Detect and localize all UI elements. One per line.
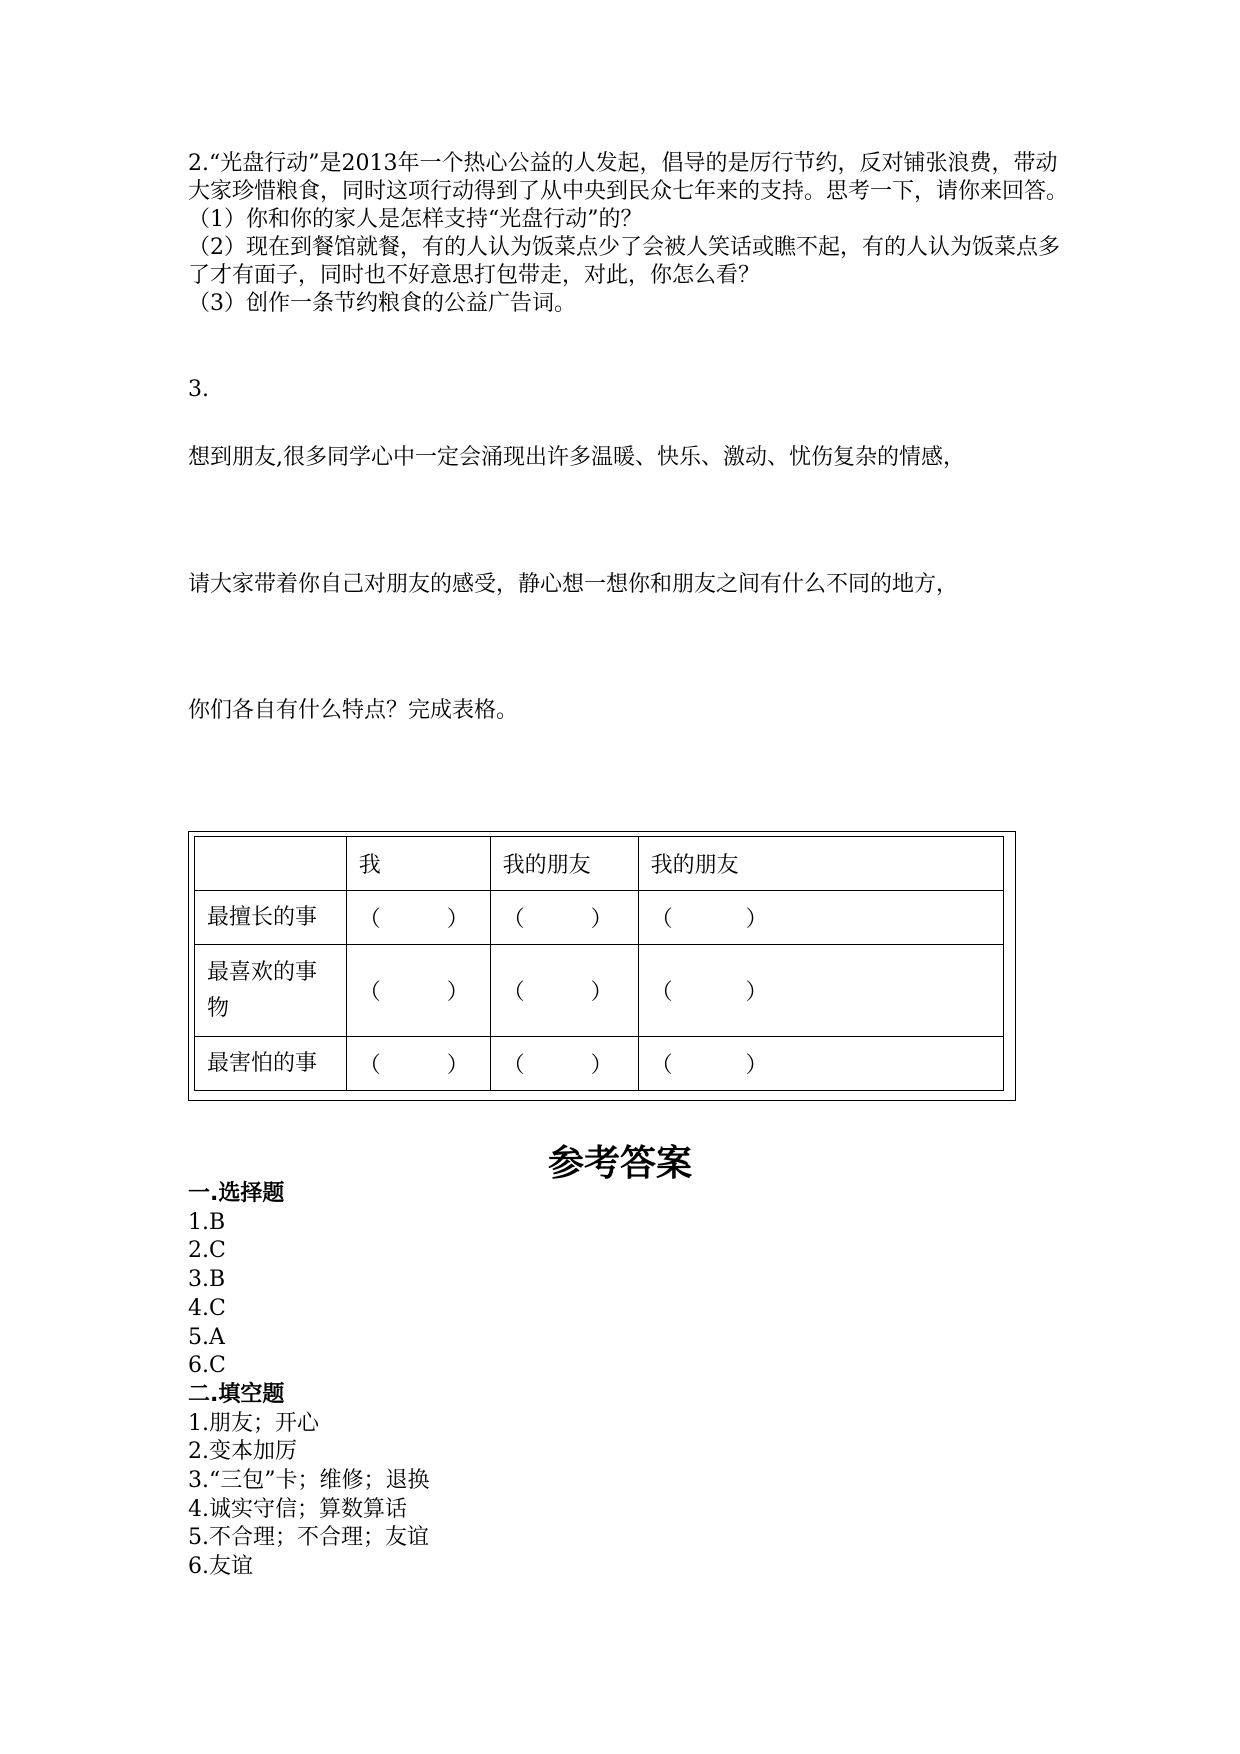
table-row (195, 945, 1004, 1037)
friend-comparison-table-frame (188, 831, 1016, 1101)
question-3-line1: 想到朋友,很多同学心中一定会涌现出许多温暖、快乐、激动、忧伤复杂的情感， (188, 445, 965, 470)
table-header-cell: 我的朋友 (490, 837, 638, 891)
answer-blank[interactable]: （ ） (638, 945, 1003, 1037)
answer-blank[interactable]: （ ） (346, 945, 490, 1037)
answer-item: 4.C (188, 1295, 226, 1321)
answer-item: 2.C (188, 1238, 226, 1264)
answer-item: 2.变本加厉 (188, 1439, 297, 1465)
table-row (195, 891, 1004, 945)
answer-item: 4.诚实守信；算数算话 (188, 1496, 407, 1522)
answer-blank[interactable]: （ ） (490, 1037, 638, 1091)
friend-comparison-table (194, 836, 1004, 1091)
row-label: 最喜欢的事物 (195, 945, 347, 1037)
table-header-cell: 我的朋友 (638, 837, 1003, 891)
answer-blank[interactable]: （ ） (490, 891, 638, 945)
answer-item: 6.C (188, 1353, 226, 1379)
table-header-cell (195, 837, 347, 891)
answer-item: 6.友谊 (188, 1554, 253, 1580)
answer-key (188, 1180, 430, 1582)
answer-key-title: 参考答案 (547, 1143, 692, 1184)
table-row (195, 1037, 1004, 1091)
answer-item: 5.不合理；不合理；友谊 (188, 1525, 429, 1551)
question-2-sub1: （1）你和你的家人是怎样支持“光盘行动”的？ (188, 207, 643, 232)
question-2 (188, 150, 1068, 318)
question-2-intro: 2.“光盘行动”是2013年一个热心公益的人发起，倡导的是厉行节约，反对铺张浪费，带动大家珍惜粮食，同时这项行动得到了从中央到民众七年来的支持。思考一下，请你来回答。 (188, 151, 1069, 204)
answer-blank[interactable]: （ ） (346, 891, 490, 945)
row-label: 最害怕的事 (195, 1037, 347, 1091)
answer-blank[interactable]: （ ） (346, 1037, 490, 1091)
answer-item: 1.朋友；开心 (188, 1410, 319, 1436)
section-heading-fill: 二.填空题 (188, 1381, 285, 1407)
answer-item: 1.B (188, 1209, 226, 1235)
table-header-row (195, 837, 1004, 891)
question-3-number: 3. (188, 377, 209, 402)
answer-blank[interactable]: （ ） (490, 945, 638, 1037)
question-3-line2: 请大家带着你自己对朋友的感受，静心想一想你和朋友之间有什么不同的地方， (188, 572, 959, 597)
answer-item: 3.B (188, 1267, 226, 1293)
table-header-cell: 我 (346, 837, 490, 891)
row-label: 最擅长的事 (195, 891, 347, 945)
answer-blank[interactable]: （ ） (638, 891, 1003, 945)
section-heading-choice: 一.选择题 (188, 1181, 285, 1206)
answer-blank[interactable]: （ ） (638, 1037, 1003, 1091)
question-2-sub2: （2）现在到餐馆就餐，有的人认为饭菜点少了会被人笑话或瞧不起，有的人认为饭菜点多了才有面子，同时也不好意思打包带走，对此，你怎么看？ (188, 235, 1061, 288)
question-3-line3: 你们各自有什么特点？完成表格。 (188, 698, 519, 723)
answer-item: 5.A (188, 1324, 225, 1350)
answer-item: 3.“三包”卡；维修；退换 (188, 1468, 430, 1494)
question-2-sub3: （3）创作一条节约粮食的公益广告词。 (188, 291, 576, 316)
